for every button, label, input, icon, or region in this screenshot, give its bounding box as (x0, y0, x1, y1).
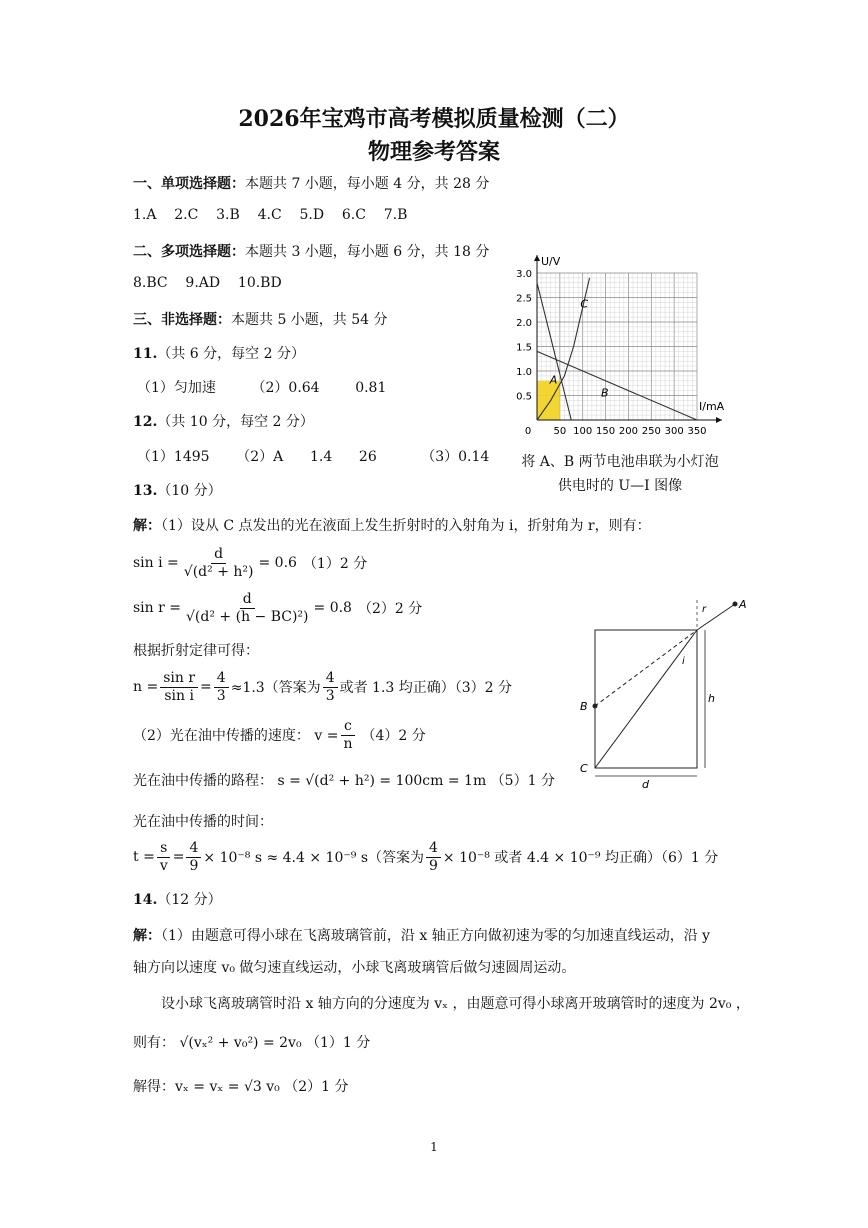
label-c: C (580, 762, 588, 775)
x-tick-label: 300 (664, 426, 684, 437)
eq-lhs: t = (133, 849, 155, 865)
refraction-diagram (570, 590, 750, 815)
denominator: n (343, 735, 353, 752)
y-axis-label: U/V (541, 255, 561, 268)
q14-line5: 解得：vₓ = vₓ = √3 v₀ （2）1 分 (133, 1079, 349, 1095)
q14-line3: 设小球飞离玻璃管时沿 x 轴方向的分速度为 vₓ ，由题意可得小球离开玻璃管时的速度为 2v₀ ， (161, 996, 750, 1012)
q-desc: （10 分） (157, 483, 222, 499)
apparent-ray (595, 630, 697, 706)
label-i: i (682, 656, 685, 667)
label-h: h (708, 692, 715, 705)
n-equation (133, 664, 512, 710)
q14-heading (133, 889, 222, 909)
eq-lhs: （2）光在油中传播的速度： v = (133, 728, 339, 744)
point-b (593, 704, 598, 709)
section-multi-choice (133, 241, 489, 261)
numerator: d (240, 591, 255, 608)
x-axis-label: I/mA (699, 400, 725, 413)
denominator: 3 (325, 687, 335, 704)
denominator: sin i (164, 687, 194, 704)
eq-lhs: sin i = (133, 555, 179, 571)
label-a: A (739, 598, 747, 611)
q13-line1 (133, 515, 651, 535)
denominator: v (159, 857, 168, 874)
section-desc: 本题共 5 小题，共 54 分 (231, 312, 388, 328)
fraction (183, 591, 312, 624)
x-tick-label: 0 (524, 426, 532, 437)
ui-graph (505, 245, 735, 445)
solution-text: （1）由题意可得小球在飞离玻璃管前，沿 x 轴正方向做初速为零的匀加速直线运动，沿 y (161, 928, 711, 944)
q12-heading (133, 411, 314, 431)
curve-label-b: B (601, 386, 609, 400)
numerator: 4 (426, 840, 441, 857)
section-free-response (133, 309, 388, 329)
equals: = (172, 849, 185, 865)
x-tick-label: 100 (573, 426, 593, 437)
graph-caption: 将 A、B 两节电池串联为小灯泡供电时的 U—I 图像 (521, 454, 719, 494)
eq-lhs: n = (133, 679, 159, 695)
light-ray-in-oil (595, 630, 697, 768)
points: （1）2 分 (302, 556, 368, 572)
q13-heading (133, 480, 222, 500)
fraction (157, 840, 171, 873)
x-tick-label: 50 (553, 426, 567, 437)
section-desc: 本题共 7 小题，每小题 4 分，共 28 分 (245, 176, 490, 192)
section-heading: 一、单项选择题： (133, 176, 245, 192)
q-number: 11. (133, 346, 158, 362)
q-number: 14. (133, 892, 158, 908)
q11-answers: （1）匀加速 （2）0.64 0.81 (137, 380, 387, 396)
numerator: 4 (214, 670, 229, 687)
equals: = (200, 679, 212, 695)
single-choice-answers: 1.A 2.C 3.B 4.C 5.D 6.C 7.B (133, 207, 408, 223)
numerator: 4 (323, 670, 338, 687)
graph-grid (537, 273, 697, 420)
label-r: r (702, 604, 707, 615)
fraction (160, 670, 198, 703)
numerator: c (341, 718, 355, 735)
fraction (426, 840, 441, 873)
page-subtitle: 物理参考答案 (367, 139, 500, 165)
refraction-law-label: 根据折射定律可得： (133, 643, 259, 659)
solution-text: （1）设从 C 点发出的光在液面上发生折射时的入射角为 i，折射角为 r，则有： (161, 518, 651, 534)
q-desc: （共 6 分，每空 2 分） (157, 346, 305, 362)
highlight-region (537, 381, 560, 420)
section-heading: 二、多项选择题： (133, 244, 245, 260)
label-b: B (580, 700, 588, 713)
x-axis-arrow (716, 417, 722, 423)
q-desc: （共 10 分，每空 2 分） (157, 414, 314, 430)
y-tick-label: 2.0 (516, 318, 532, 329)
points: （4）2 分 (361, 728, 426, 744)
numerator: s (157, 840, 170, 857)
section-heading: 三、非选择题： (133, 312, 231, 328)
y-axis-arrow (534, 255, 540, 261)
eq-rhs: = 0.6 (258, 555, 297, 571)
fraction (214, 670, 229, 703)
x-tick-label: 350 (687, 426, 707, 437)
sin-i-equation (133, 540, 367, 586)
fraction (181, 546, 257, 579)
q14-line4: 则有： √(vₓ² + v₀²) = 2v₀ （1）1 分 (133, 1035, 371, 1051)
x-tick-label: 150 (596, 426, 616, 437)
solution-label: 解： (133, 928, 161, 944)
numerator: sin r (160, 670, 198, 687)
points: （2）2 分 (357, 601, 423, 617)
y-tick-label: 3.0 (516, 269, 532, 280)
eq-rhs: = 0.8 (313, 600, 352, 616)
q14-line1 (133, 925, 710, 945)
path-equation: 光在油中传播的路程： s = √(d² + h²) = 100cm = 1m （5）1 分 (133, 773, 555, 789)
point-a (733, 602, 738, 607)
denominator: 9 (429, 857, 438, 874)
y-tick-label: 1.0 (516, 367, 532, 378)
page-number: 1 (430, 1140, 438, 1154)
denominator: 9 (189, 857, 199, 874)
eq-text: × 10⁻⁸ s ≈ 4.4 × 10⁻⁹ s（答案为 (203, 850, 424, 866)
x-tick-label: 200 (618, 426, 638, 437)
eq-lhs: sin r = (133, 600, 182, 616)
time-label: 光在油中传播的时间： (133, 814, 273, 830)
q-desc: （12 分） (157, 892, 222, 908)
page-title: 2026年宝鸡市高考模拟质量检测（二） (238, 106, 630, 132)
q-number: 12. (133, 414, 158, 430)
graph-axes (534, 255, 722, 423)
q11-heading (133, 343, 305, 363)
numerator: 4 (186, 840, 201, 857)
q14-line2: 轴方向以速度 v₀ 做匀速直线运动，小球飞离玻璃管后做匀速圆周运动。 (133, 960, 576, 976)
q-number: 13. (133, 483, 158, 499)
q12-answers: （1）1495 （2）A 1.4 26 （3）0.14 (137, 449, 490, 465)
denominator: √(d² + h²) (183, 563, 254, 580)
curve-label-a: A (549, 373, 558, 387)
eq-text: ≈1.3（答案为 (230, 680, 321, 696)
multi-choice-answers: 8.BC 9.AD 10.BD (133, 275, 282, 291)
velocity-equation (133, 712, 426, 758)
section-single-choice (133, 173, 489, 193)
x-tick-label: 250 (641, 426, 661, 437)
eq-text: 或者 1.3 均正确）（3）2 分 (339, 680, 513, 696)
solution-label: 解： (133, 518, 161, 534)
time-equation (133, 834, 718, 880)
denominator: 3 (216, 687, 226, 704)
fraction (186, 840, 201, 873)
fraction (340, 718, 355, 751)
eq-text: × 10⁻⁸ 或者 4.4 × 10⁻⁹ 均正确）（6）1 分 (442, 850, 719, 866)
sin-r-equation (133, 585, 422, 631)
numerator: d (211, 546, 226, 563)
label-d: d (642, 778, 649, 791)
y-tick-label: 1.5 (516, 342, 532, 354)
y-tick-label: 0.5 (516, 391, 532, 403)
section-desc: 本题共 3 小题，每小题 6 分，共 18 分 (245, 244, 490, 260)
graph-curves (537, 278, 697, 420)
curve-label-c: C (580, 297, 589, 311)
y-tick-label: 2.5 (516, 293, 532, 305)
fraction (323, 670, 338, 703)
denominator: √(d² + (h − BC)²) (186, 608, 309, 625)
